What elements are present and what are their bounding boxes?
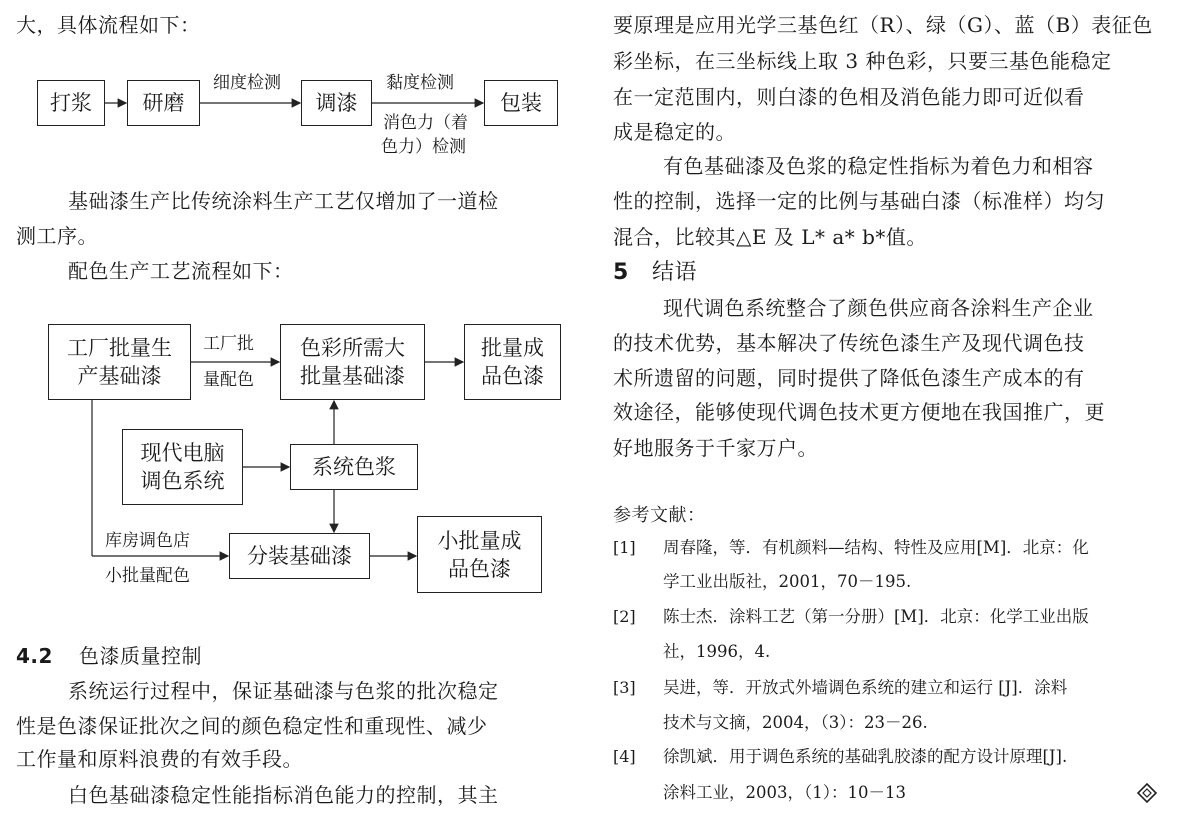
para7-line2: 的技术优势，基本解决了传统色漆生产及现代调色技 bbox=[613, 331, 1085, 355]
para5-line3: 在一定范围内，则白漆的色相及消色能力即可近似看 bbox=[613, 85, 1085, 109]
para1-line2: 测工序。 bbox=[16, 224, 98, 248]
flow2-box-computer-system-line1: 现代电脑 bbox=[140, 441, 225, 465]
para6-line1: 有色基础漆及色浆的稳定性指标为着色力和相容 bbox=[663, 154, 1094, 178]
flow1-box-packaging-label: 包装 bbox=[500, 91, 542, 115]
flow2-label-factory-batch-2: 量配色 bbox=[203, 370, 254, 390]
section-5-title: 结语 bbox=[652, 260, 698, 285]
section-4-2-number: 4.2 bbox=[16, 644, 53, 668]
para4-line1: 白色基础漆稳定性能指标消色能力的控制，其主 bbox=[68, 783, 499, 807]
flow1-box-grinding-label: 研磨 bbox=[142, 91, 185, 115]
reference-1-line1: 周春隆，等．有机颜料—结构、特性及应用[M]．北京：化 bbox=[663, 538, 1089, 557]
reference-4-line2: 涂料工业，2003，（1）：10－13 bbox=[663, 783, 906, 802]
para7-line5: 好地服务于千家万户。 bbox=[613, 436, 818, 460]
para3-line3: 工作量和原料浪费的有效手段。 bbox=[16, 747, 303, 771]
para5-line2: 彩坐标，在三坐标线上取 3 种色彩，只要三基色能稳定 bbox=[613, 49, 1112, 73]
flow2-box-small-product-line1: 小批量成 bbox=[437, 528, 522, 553]
para2-line1: 配色生产工艺流程如下： bbox=[68, 259, 294, 283]
reference-1-number: [1] bbox=[613, 538, 636, 557]
flow2-label-factory-batch-1: 工厂批 bbox=[203, 334, 254, 354]
flow2-box-dispense-base-label: 分装基础漆 bbox=[247, 544, 352, 568]
reference-3-number: [3] bbox=[613, 678, 636, 697]
flow2-label-small-batch: 小批量配色 bbox=[105, 566, 190, 586]
flow1-label-hiding-1: 消色力（着 bbox=[383, 113, 468, 133]
section-4-2-title: 色漆质量控制 bbox=[79, 644, 202, 668]
reference-3-line1: 吴进，等．开放式外墙调色系统的建立和运行 [J]．涂料 bbox=[663, 678, 1068, 697]
flow2-box-batch-product-line1: 批量成 bbox=[481, 336, 544, 360]
para3-line2: 性是色漆保证批次之间的颜色稳定性和重现性、减少 bbox=[16, 714, 488, 738]
intro-line: 大，具体流程如下： bbox=[16, 13, 201, 37]
para5-line1: 要原理是应用光学三基色红（R）、绿（G）、蓝（B）表征色 bbox=[613, 13, 1153, 37]
para6-line2: 性的控制，选择一定的比例与基础白漆（标准样）均匀 bbox=[613, 189, 1105, 213]
flow2-box-small-product-line2: 品色漆 bbox=[448, 556, 511, 581]
flow1-label-fineness: 细度检测 bbox=[213, 73, 281, 93]
flow2-box-batch-product-line2: 品色漆 bbox=[481, 364, 544, 388]
reference-4-line1: 徐凯斌．用于调色系统的基础乳胶漆的配方设计原理[J]. bbox=[663, 747, 1068, 766]
flow2-label-store: 库房调色店 bbox=[105, 531, 190, 551]
para3-line1: 系统运行过程中，保证基础漆与色浆的批次稳定 bbox=[68, 679, 499, 703]
reference-2-line1: 陈士杰．涂料工艺（第一分册）[M]．北京：化学工业出版 bbox=[663, 607, 1089, 626]
flow2-box-factory-base-line2: 产基础漆 bbox=[77, 364, 162, 388]
flow1-box-pulping-label: 打浆 bbox=[50, 91, 92, 115]
para5-line4: 成是稳定的。 bbox=[613, 120, 736, 144]
para7-line4: 效途径，能够使现代调色技术更方便地在我国推广，更 bbox=[613, 400, 1105, 424]
flow1-box-tinting-label: 调漆 bbox=[315, 91, 358, 115]
flow2-box-color-base-line2: 批量基础漆 bbox=[300, 364, 405, 388]
section-5-number: 5 bbox=[613, 260, 629, 285]
flow2-box-colorant-label: 系统色浆 bbox=[312, 455, 396, 479]
reference-2-number: [2] bbox=[613, 607, 636, 626]
diamond-end-icon bbox=[1136, 782, 1158, 804]
flow1-label-hiding-2: 色力）检测 bbox=[381, 137, 466, 157]
para1-line1: 基础漆生产比传统涂料生产工艺仅增加了一道检 bbox=[68, 189, 499, 213]
para7-line3: 术所遗留的问题，同时提供了降低色漆生产成本的有 bbox=[613, 366, 1085, 390]
flow2-box-factory-base-line1: 工厂批量生 bbox=[67, 336, 172, 360]
para6-line3: 混合，比较其△E 及 L* a* b*值。 bbox=[613, 225, 927, 249]
reference-2-line2: 社，1996，4. bbox=[663, 642, 771, 661]
flow1-label-viscosity: 黏度检测 bbox=[386, 73, 454, 93]
reference-1-line2: 学工业出版社，2001，70－195. bbox=[663, 572, 912, 591]
flow2-box-computer-system-line2: 调色系统 bbox=[140, 469, 225, 493]
reference-4-number: [4] bbox=[613, 747, 636, 766]
references-heading: 参考文献： bbox=[613, 505, 706, 526]
reference-3-line2: 技术与文摘，2004，（3）：23－26. bbox=[663, 713, 928, 732]
para7-line1: 现代调色系统整合了颜色供应商各涂料生产企业 bbox=[663, 296, 1094, 320]
flow2-box-color-base-line1: 色彩所需大 bbox=[300, 336, 405, 360]
